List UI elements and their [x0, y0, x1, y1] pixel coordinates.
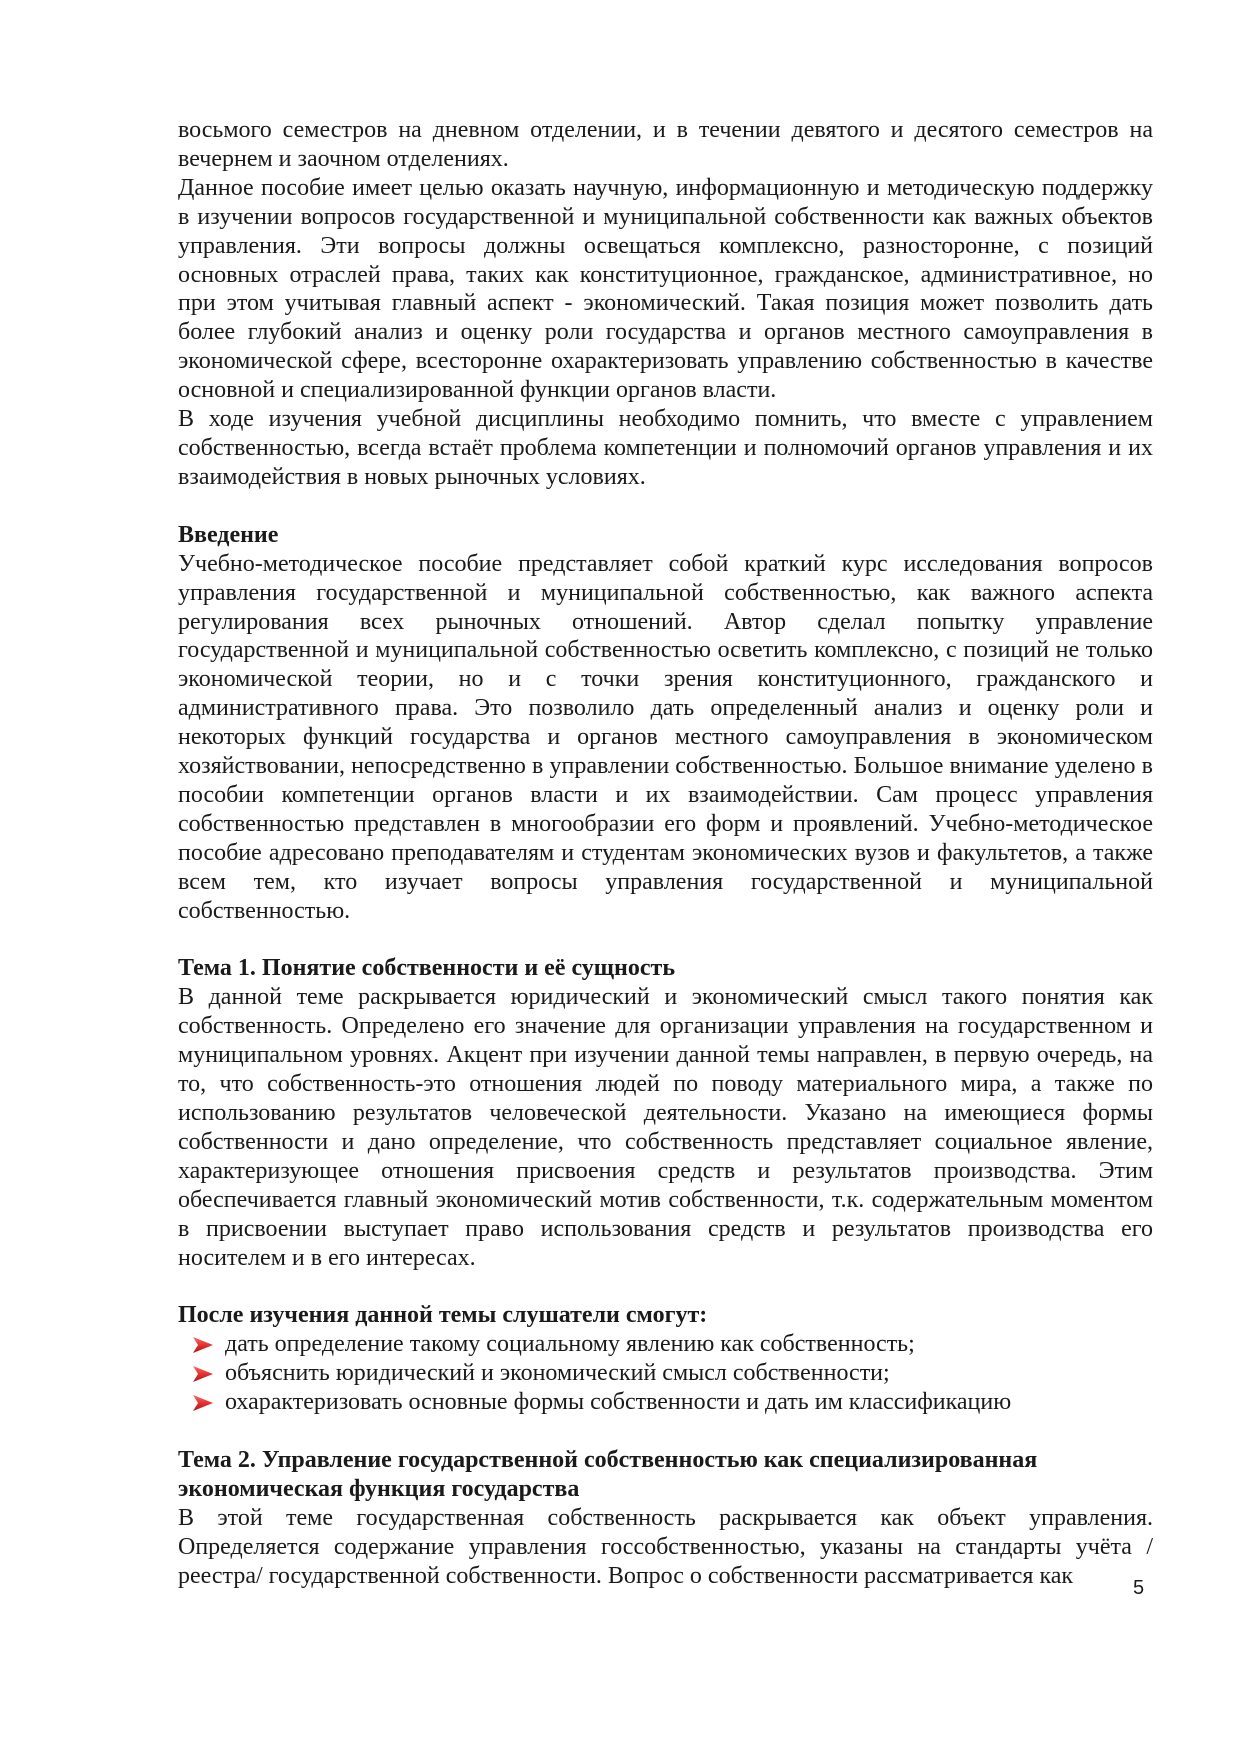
- outcomes-list: [178, 1330, 1153, 1417]
- outcomes-heading: После изучения данной темы слушатели смогут:: [178, 1302, 708, 1329]
- document-page: [178, 116, 1153, 1591]
- outcome-text: охарактеризовать основные формы собственности и дать им классификацию: [225, 1389, 1012, 1416]
- spacer: [178, 1417, 1153, 1446]
- outcome-text: дать определение такому социальному явлению как собственность;: [225, 1331, 915, 1358]
- list-item: [191, 1388, 1153, 1417]
- topic2-text: В этой теме государственная собственность раскрывается как объект управления. Определяется содержание управления госсобственностью, указаны на стандарты учёта /реестра/ государственной собственности. Вопрос о собственности рассматривается как: [178, 1505, 1153, 1589]
- spacer: [178, 925, 1153, 954]
- introduction-text: Учебно-методическое пособие представляет собой краткий курс исследования вопросов управления государственной и муниципальной собственностью, как важного аспекта регулирования всех рыночных отношений. Автор сделал попытку управление государственной и муниципальной собственностью осветить комплексно, с позиций не только экономической теории, но и с точки зрения конституционного, гражданского и административного права. Это позволило дать определенный анализ и оценку роли и некоторых функций государства и органов местного самоуправления в экономическом хозяйствовании, непосредственно в управлении собственностью. Большое внимание уделено в пособии компетенции органов власти и их взаимодействии. Сам процесс управления собственностью представлен в многообразии его форм и проявлений. Учебно-методическое пособие адресовано преподавателям и студентам экономических вузов и факультетов, а также всем тем, кто изучает вопросы управления государственной и муниципальной собственностью.: [178, 550, 1153, 924]
- topic1-heading: Тема 1. Понятие собственности и её сущность: [178, 955, 676, 982]
- spacer: [178, 1272, 1153, 1301]
- topic2-heading-line1: Тема 2. Управление государственной собственностью как специализированная: [178, 1447, 1038, 1474]
- list-item: [191, 1359, 1153, 1388]
- arrow-bullet-icon: [191, 1394, 215, 1412]
- page-number: 5: [1133, 1577, 1145, 1599]
- list-item: [191, 1330, 1153, 1359]
- outcome-text: объяснить юридический и экономический смысл собственности;: [225, 1360, 890, 1387]
- arrow-bullet-icon: [191, 1365, 215, 1383]
- intro-paragraph-2: Данное пособие имеет целью оказать научную, информационную и методическую поддержку в изучении вопросов государственной и муниципальной собственности как важных объектов управления. Эти вопросы должны освещаться комплексно, разносторонне, с позиций основных отраслей права, таких как конституционное, гражданское, административное, но при этом учитывая главный аспект - экономический. Такая позиция может позволить дать более глубокий анализ и оценку роли государства и органов местного самоуправления в экономической сфере, всесторонне охарактеризовать управлению собственностью в качестве основной и специализированной функции органов власти.: [178, 174, 1153, 404]
- intro-paragraph-1: восьмого семестров на дневном отделении, и в течении девятого и десятого семестров на вечернем и заочном отделениях.: [178, 117, 1153, 172]
- intro-paragraph-3: В ходе изучения учебной дисциплины необходимо помнить, что вместе с управлением собственностью, всегда встаёт проблема компетенции и полномочий органов управления и их взаимодействия в новых рыночных условиях.: [178, 406, 1153, 490]
- spacer: [178, 492, 1153, 521]
- introduction-heading: Введение: [178, 521, 279, 548]
- topic2-heading-line2: экономическая функция государства: [178, 1476, 580, 1503]
- topic1-text: В данной теме раскрывается юридический и экономический смысл такого понятия как собственность. Определено его значение для организации управления на государственном и муниципальном уровнях. Акцент при изучении данной темы направлен, в первую очередь, на то, что собственность-это отношения людей по поводу материального мира, а также по использованию результатов человеческой деятельности. Указано на имеющиеся формы собственности и дано определение, что собственность представляет социальное явление, характеризующее отношения присвоения средств и результатов производства. Этим обеспечивается главный экономический мотив собственности, т.к. содержательным моментом в присвоении выступает право использования средств и результатов производства его носителем и в его интересах.: [178, 984, 1153, 1271]
- arrow-bullet-icon: [191, 1336, 215, 1354]
